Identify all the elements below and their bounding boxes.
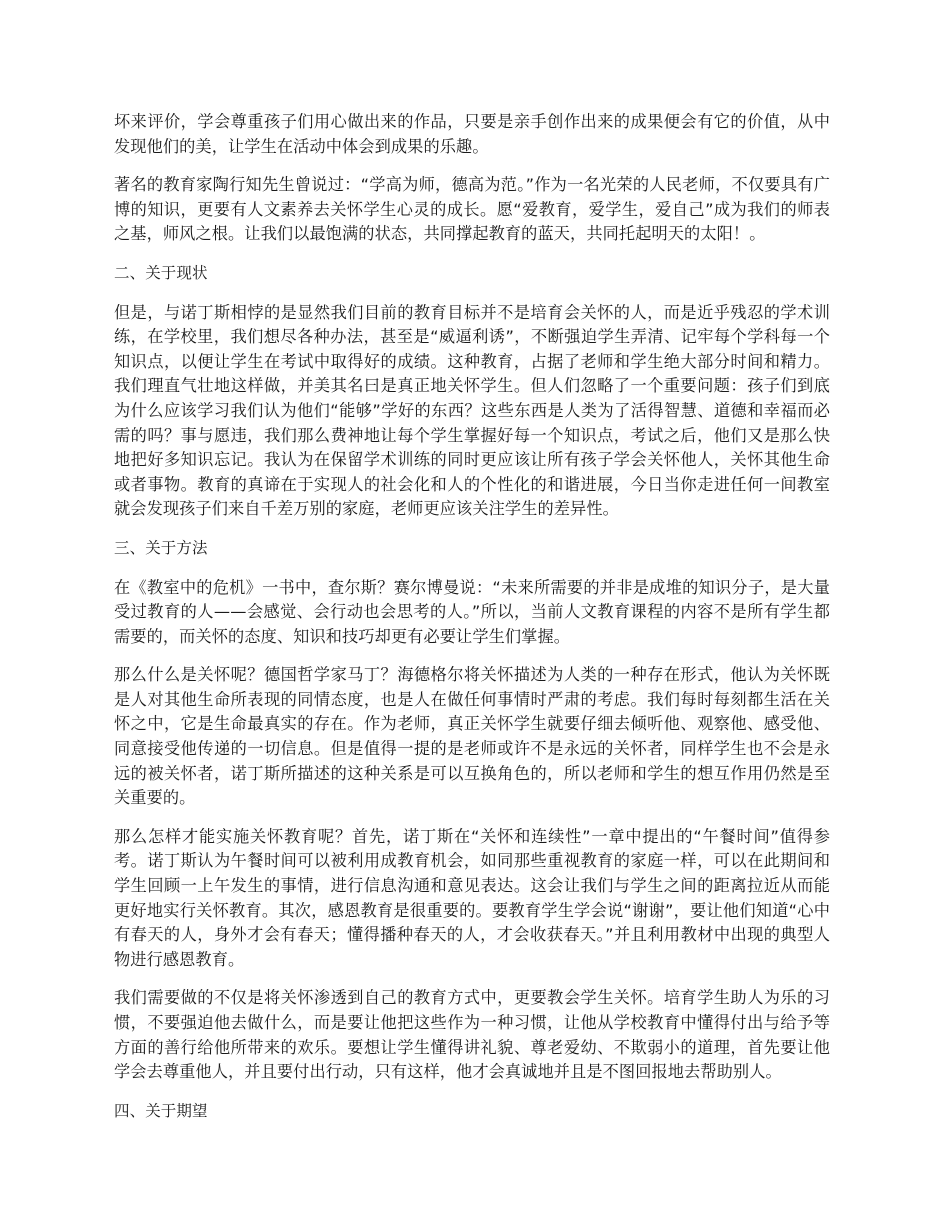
section-heading: 四、关于期望 xyxy=(114,1101,208,1120)
paragraph: 我们需要做的不仅是将关怀渗透到自己的教育方式中，更要教会学生关怀。培育学生助人为乐的习惯，不要强迫他去做什么，而是要让他把这些作为一种习惯，让他从学校教育中懂得付出与给予等方面的善行给他所带来的欢乐。要想让学生懂得讲礼貌、尊老爱幼、不欺弱小的道理，首先要让他学会去尊重他人，并且要付出行动，只有这样，他才会真诚地并且是不图回报地去帮助别人。 xyxy=(114,988,830,1082)
paragraph: 那么什么是关怀呢？德国哲学家马丁？海德格尔将关怀描述为人类的一种存在形式，他认为关怀既是人对其他生命所表现的同情态度，也是人在做任何事情时严肃的考虑。我们每时每刻都生活在关怀之中，它是生命最真实的存在。作为老师，真正关怀学生就要仔细去倾听他、观察他、感受他、同意接受他传递的一切信息。但是值得一提的是老师或许不是永远的关怀者，同样学生也不会是永远的被关怀者，诺丁斯所描述的这种关系是可以互换角色的，所以老师和学生的想互作用仍然是至关重要的。 xyxy=(114,665,830,808)
paragraph: 坏来评价，学会尊重孩子们用心做出来的作品，只要是亲手创作出来的成果便会有它的价值，从中发现他们的美，让学生在活动中体会到成果的乐趣。 xyxy=(114,112,830,156)
paragraph: 那么怎样才能实施关怀教育呢？首先，诺丁斯在“关怀和连续性”一章中提出的“午餐时间”值得参考。诺丁斯认为午餐时间可以被利用成教育机会，如同那些重视教育的家庭一样，可以在此期间和学生回顾一上午发生的事情，进行信息沟通和意见表达。这会让我们与学生之间的距离拉近从而能更好地实行关怀教育。其次，感恩教育是很重要的。要教育学生学会说“谢谢”，要让他们知道“心中有春天的人，身外才会有春天；懂得播种春天的人，才会收获春天。”并且利用教材中出现的典型人物进行感恩教育。 xyxy=(114,826,830,969)
paragraph: 在《教室中的危机》一书中，查尔斯？赛尔博曼说：“未来所需要的并非是成堆的知识分子，是大量受过教育的人——会感觉、会行动也会思考的人。”所以，当前人文教育课程的内容不是所有学生都需要的，而关怀的态度、知识和技巧却更有必要让学生们掌握。 xyxy=(114,577,830,646)
section-heading: 三、关于方法 xyxy=(114,538,208,557)
document-page xyxy=(114,110,830,1138)
paragraph: 著名的教育家陶行知先生曾说过：“学高为师，德高为范。”作为一名光荣的人民老师，不仅要具有广博的知识，更要有人文素养去关怀学生心灵的成长。愿“爱教育，爱学生，爱自己”成为我们的师表之基，师风之根。让我们以最饱满的状态，共同撑起教育的蓝天，共同托起明天的太阳！。 xyxy=(114,175,830,244)
section-heading: 二、关于现状 xyxy=(114,263,208,282)
paragraph: 但是，与诺丁斯相悖的是显然我们目前的教育目标并不是培育会关怀的人，而是近乎残忍的学术训练，在学校里，我们想尽各种办法，甚至是“威逼利诱”，不断强迫学生弄清、记牢每个学科每一个知识点，以便让学生在考试中取得好的成绩。这种教育，占据了老师和学生绝大部分时间和精力。我们理直气壮地这样做，并美其名曰是真正地关怀学生。但人们忽略了一个重要问题：孩子们到底为什么应该学习我们认为他们“能够”学好的东西？这些东西是人类为了活得智慧、道德和幸福而必需的吗？事与愿违，我们那么费神地让每个学生掌握好每一个知识点，考试之后，他们又是那么快地把好多知识忘记。我认为在保留学术训练的同时更应该让所有孩子学会关怀他人，关怀其他生命或者事物。教育的真谛在于实现人的社会化和人的个性化的和谐进展，今日当你走进任何一间教室就会发现孩子们来自千差万别的家庭，老师更应该关注学生的差异性。 xyxy=(114,302,830,519)
